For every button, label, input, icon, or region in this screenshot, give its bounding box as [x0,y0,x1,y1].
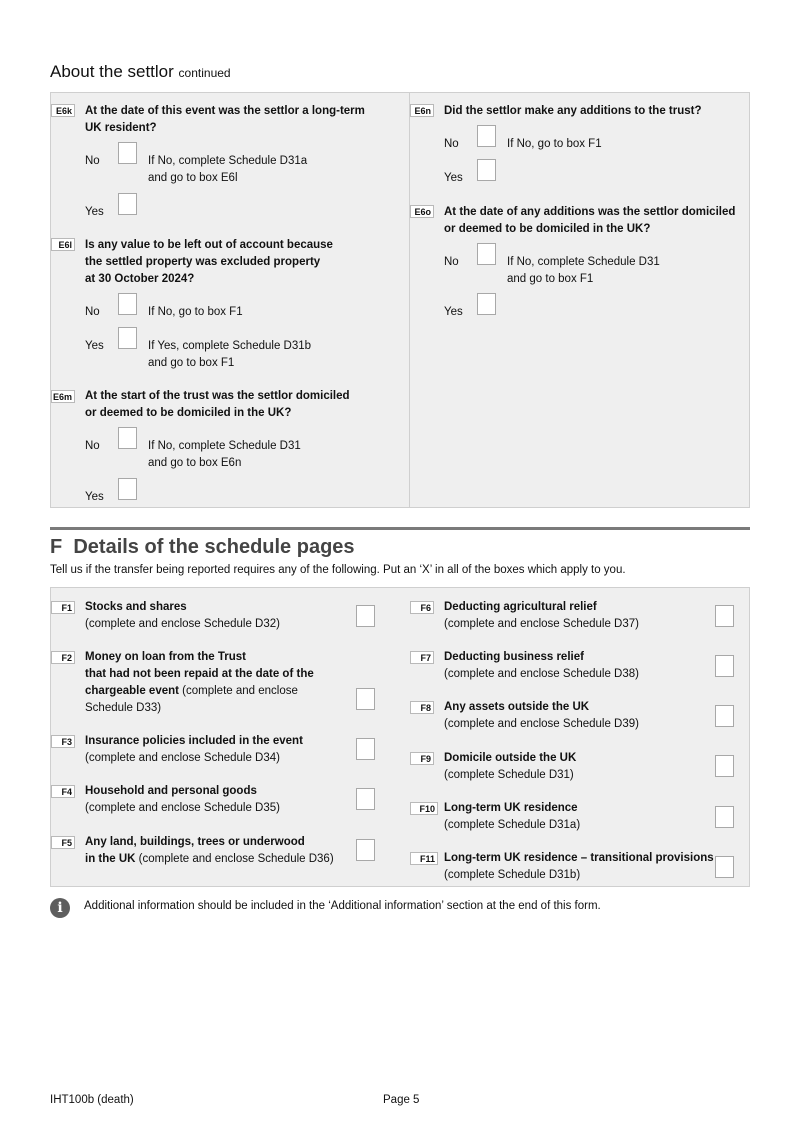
section-f-title [50,536,355,559]
f2-title-l1: Money on loan from the Trust [85,651,247,663]
f6-checkbox[interactable] [715,605,734,627]
e6k-no-label: No [85,155,100,167]
e6m-no-checkbox[interactable] [118,427,137,449]
info-icon: i [50,898,70,918]
box-code-e6o: E6o [410,205,434,218]
f1-title: Stocks and shares [85,601,187,613]
f2-note-l3: (complete and enclose [178,685,298,697]
question-e6k-l2: UK resident? [85,122,157,134]
question-e6n: Did the settlor make any additions to the trust? [444,105,702,117]
item-f5 [85,834,334,868]
item-f10 [444,800,580,834]
f5-note: (complete and enclose Schedule D36) [135,853,334,865]
question-e6k-l1: At the date of this event was the settlor a long-term [85,105,365,117]
f10-checkbox[interactable] [715,806,734,828]
e6m-yes-label: Yes [85,491,104,503]
f1-checkbox[interactable] [356,605,375,627]
section-rule [50,527,750,530]
e6n-no-note: If No, go to box F1 [507,138,602,150]
e6k-no-checkbox[interactable] [118,142,137,164]
footer-form-ref: IHT100b (death) [50,1094,134,1106]
f5-checkbox[interactable] [356,839,375,861]
e6n-no-label: No [444,138,459,150]
e6n-yes-label: Yes [444,172,463,184]
f7-checkbox[interactable] [715,655,734,677]
item-f4 [85,783,280,817]
item-f1 [85,599,280,633]
e6l-yes-note-l2: and go to box F1 [148,357,235,369]
f11-note: (complete Schedule D31b) [444,869,581,881]
f7-note: (complete and enclose Schedule D38) [444,668,639,680]
f1-note: (complete and enclose Schedule D32) [85,618,280,630]
box-code-e6m: E6m [51,390,75,403]
page-heading [50,62,231,82]
f8-checkbox[interactable] [715,705,734,727]
e6l-no-note: If No, go to box F1 [148,306,243,318]
e6k-no-note-l2: and go to box E6l [148,172,238,184]
f6-note: (complete and enclose Schedule D37) [444,618,639,630]
e6n-yes-checkbox[interactable] [477,159,496,181]
f2-note-l4: Schedule D33) [85,702,162,714]
section-f-intro: Tell us if the transfer being reported requires any of the following. Put an ‘X’ in all of the boxes which apply to you. [50,564,626,576]
question-e6m-l1: At the start of the trust was the settlor domiciled [85,390,350,402]
f2-checkbox[interactable] [356,688,375,710]
question-e6l-l2: the settled property was excluded property [85,256,321,268]
e6m-no-note-l2: and go to box E6n [148,457,242,469]
box-code-f8: F8 [410,701,434,714]
f8-note: (complete and enclose Schedule D39) [444,718,639,730]
box-code-f4: F4 [51,785,75,798]
box-code-f9: F9 [410,752,434,765]
box-code-f2: F2 [51,651,75,664]
item-f3 [85,733,303,767]
f4-note: (complete and enclose Schedule D35) [85,802,280,814]
item-f8 [444,699,639,733]
e6l-yes-note-l1: If Yes, complete Schedule D31b [148,340,312,352]
f8-title: Any assets outside the UK [444,701,590,713]
e6n-no-checkbox[interactable] [477,125,496,147]
e6o-no-note-l2: and go to box F1 [507,273,594,285]
box-code-e6l: E6l [51,238,75,251]
e6k-yes-label: Yes [85,206,104,218]
f9-title: Domicile outside the UK [444,752,577,764]
e6m-yes-checkbox[interactable] [118,478,137,500]
e6m-no-note-l1: If No, complete Schedule D31 [148,440,301,452]
section-name: Details of the schedule pages [73,536,355,558]
f9-checkbox[interactable] [715,755,734,777]
f11-title: Long-term UK residence – transitional provisions [444,852,714,864]
e6o-no-checkbox[interactable] [477,243,496,265]
f3-checkbox[interactable] [356,738,375,760]
box-code-e6k: E6k [51,104,75,117]
e6k-yes-checkbox[interactable] [118,193,137,215]
f11-checkbox[interactable] [715,856,734,878]
e6l-no-checkbox[interactable] [118,293,137,315]
e6o-no-note-l1: If No, complete Schedule D31 [507,256,660,268]
f10-title: Long-term UK residence [444,802,578,814]
item-f11 [444,850,714,884]
box-code-f7: F7 [410,651,434,664]
settlor-panel [50,92,750,508]
box-code-e6n: E6n [410,104,434,117]
f7-title: Deducting business relief [444,651,584,663]
heading-text: About the settlor [50,62,174,81]
panel-divider [409,93,410,507]
info-text: Additional information should be included in the ‘Additional information’ section at the end of this form. [84,900,601,912]
e6l-yes-label: Yes [85,340,104,352]
item-f6 [444,599,639,633]
box-code-f5: F5 [51,836,75,849]
footer-page-number: Page 5 [383,1094,420,1106]
e6o-yes-label: Yes [444,306,463,318]
box-code-f6: F6 [410,601,434,614]
f2-title-l3: chargeable event [85,685,179,697]
question-e6o-l1: At the date of any additions was the settlor domiciled [444,206,736,218]
e6l-yes-checkbox[interactable] [118,327,137,349]
item-f9 [444,750,576,784]
box-code-f1: F1 [51,601,75,614]
item-f2 [85,649,314,717]
f3-note: (complete and enclose Schedule D34) [85,752,280,764]
question-e6m-l2: or deemed to be domiciled in the UK? [85,407,292,419]
f5-title-l2: in the UK [85,853,136,865]
box-code-f11: F11 [410,852,438,865]
question-e6o-l2: or deemed to be domiciled in the UK? [444,223,651,235]
f9-note: (complete Schedule D31) [444,769,574,781]
e6k-no-note-l1: If No, complete Schedule D31a [148,155,308,167]
f4-title: Household and personal goods [85,785,257,797]
e6l-no-label: No [85,306,100,318]
question-e6l-l1: Is any value to be left out of account because [85,239,333,251]
e6o-yes-checkbox[interactable] [477,293,496,315]
f5-title-l1: Any land, buildings, trees or underwood [85,836,305,848]
e6o-no-label: No [444,256,459,268]
section-letter: F [50,536,63,558]
heading-suffix: continued [178,66,231,80]
f3-title: Insurance policies included in the event [85,735,303,747]
e6m-no-label: No [85,440,100,452]
f4-checkbox[interactable] [356,788,375,810]
f2-title-l2: that had not been repaid at the date of the [85,668,314,680]
f10-note: (complete Schedule D31a) [444,819,581,831]
item-f7 [444,649,639,683]
box-code-f3: F3 [51,735,75,748]
question-e6l-l3: at 30 October 2024? [85,273,195,285]
box-code-f10: F10 [410,802,438,815]
schedule-panel [50,587,750,887]
f6-title: Deducting agricultural relief [444,601,597,613]
